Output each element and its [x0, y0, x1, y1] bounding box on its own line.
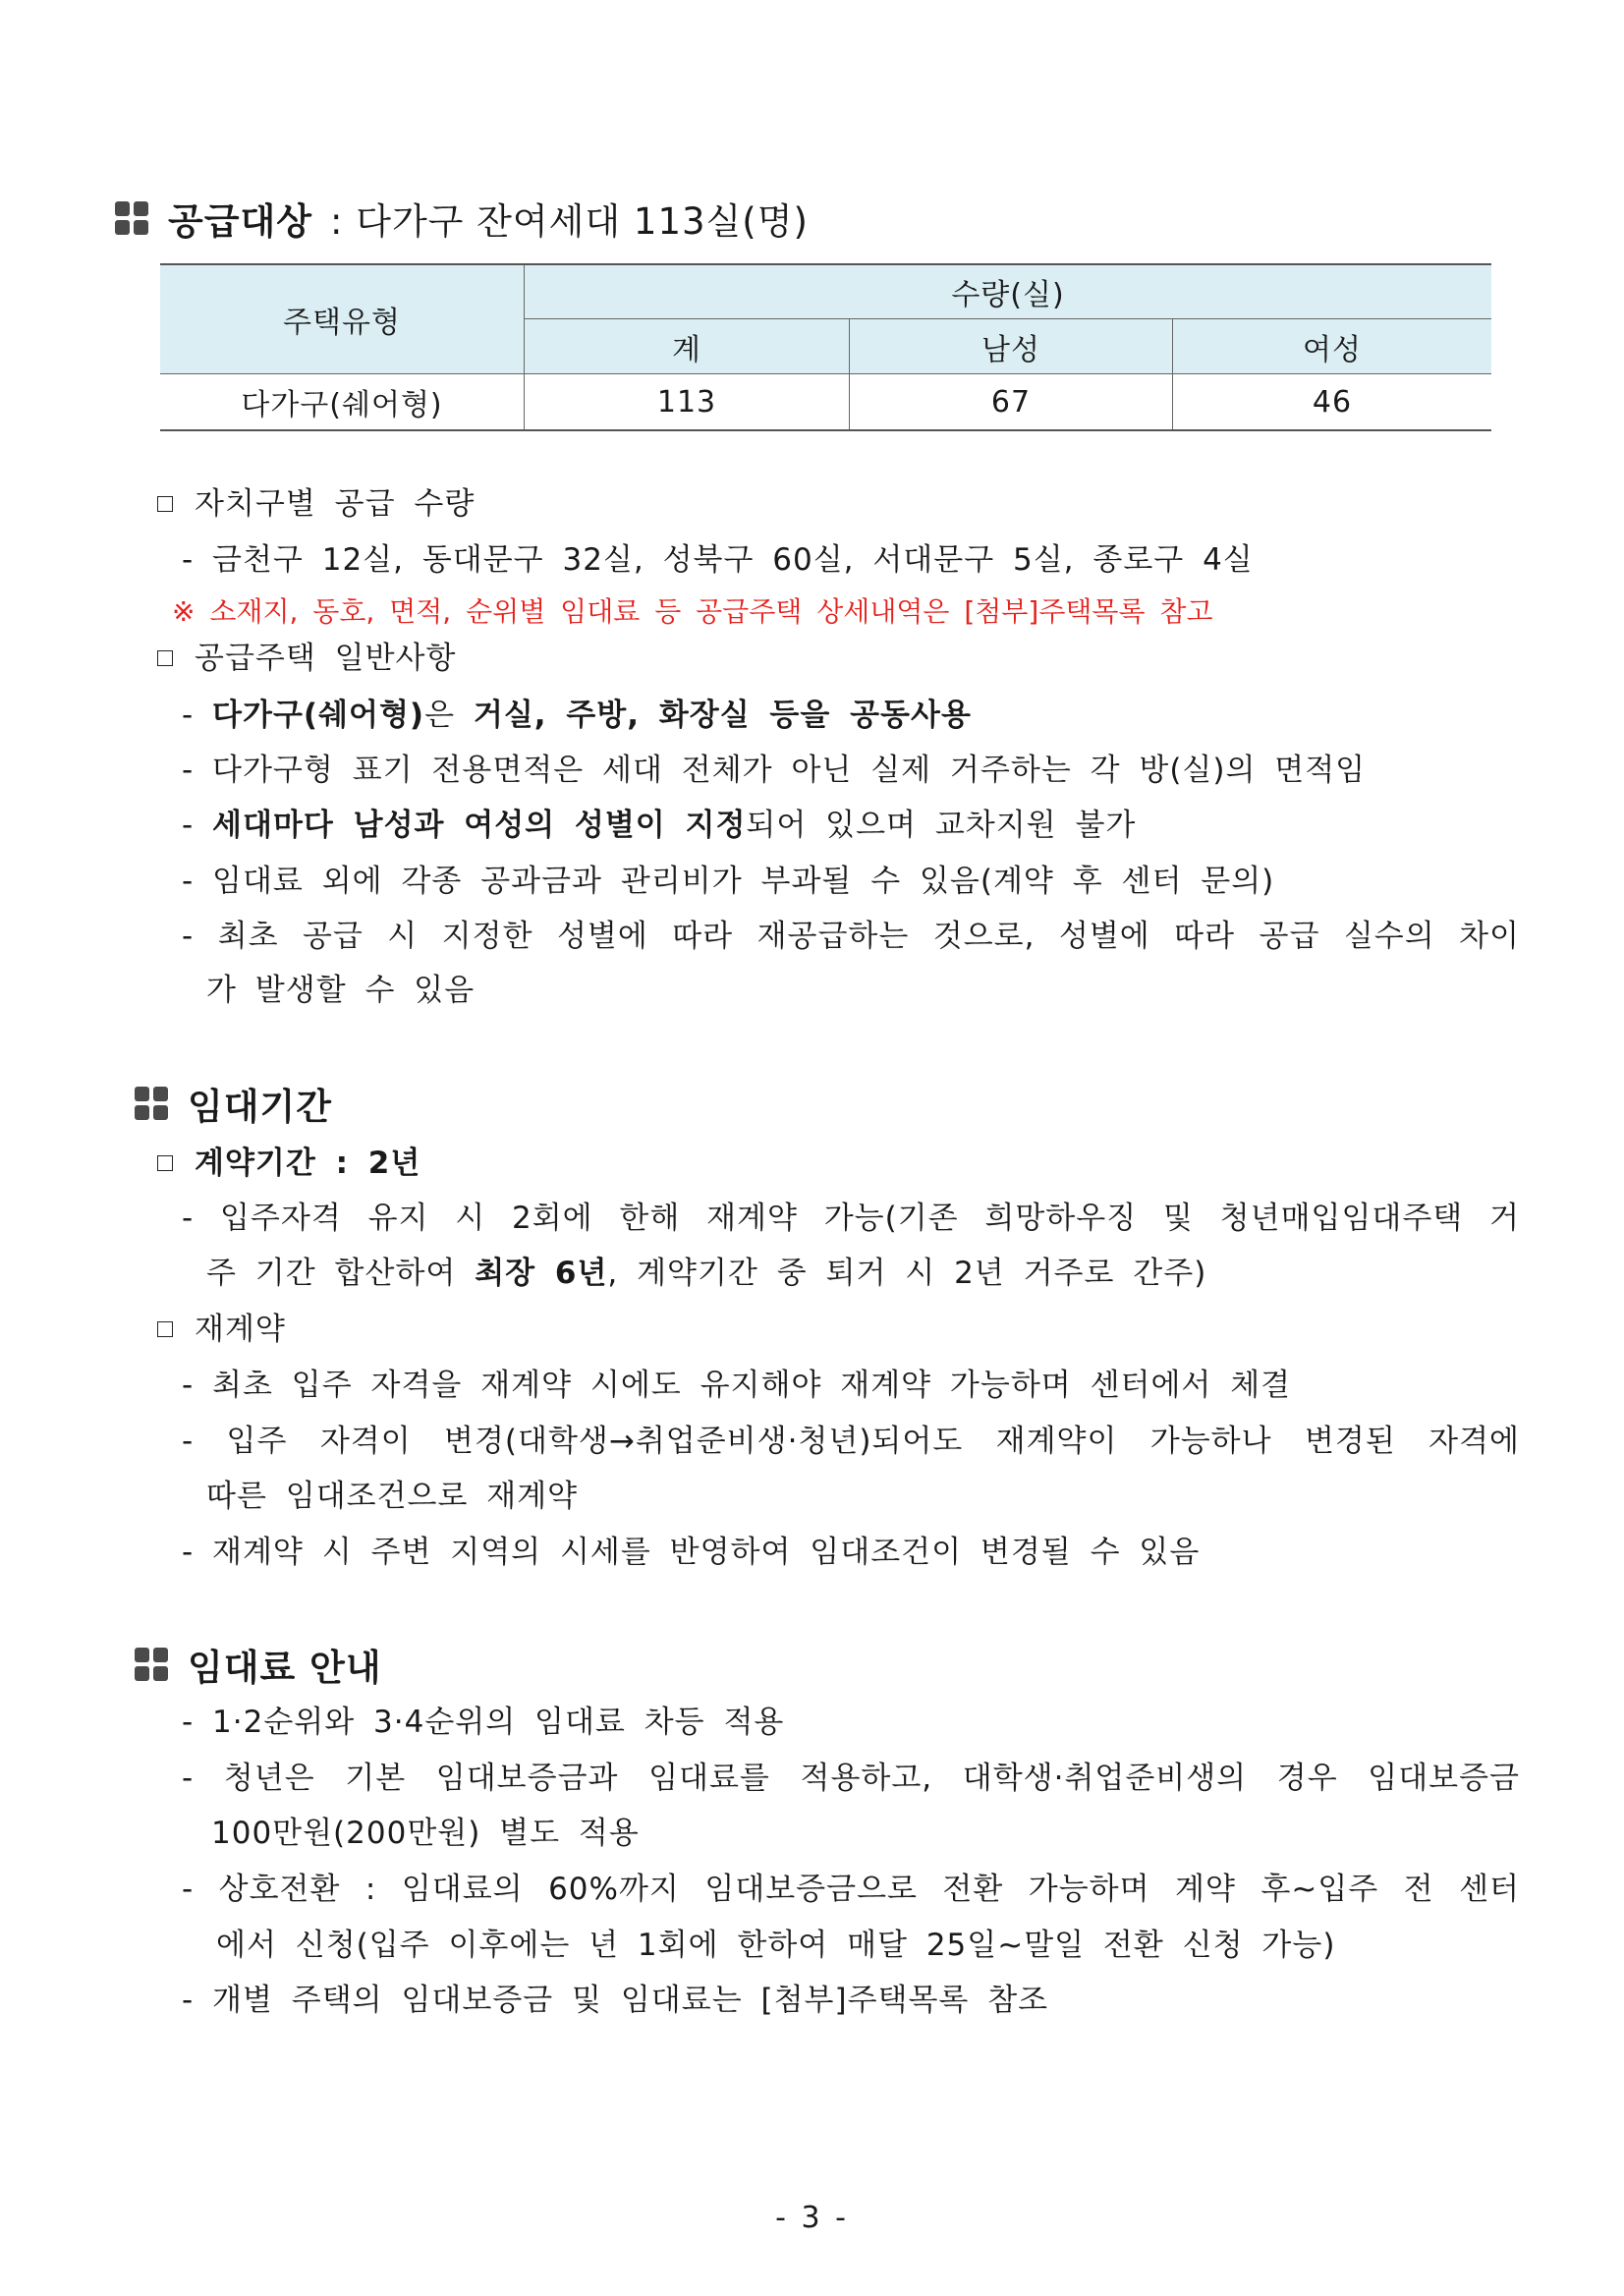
- rent-item-2-line1: - 청년은 기본 임대보증금과 임대료를 적용하고, 대학생·취업준비생의 경우 임대보증금: [182, 1761, 1520, 1796]
- section-title: 임대료 안내: [188, 1647, 382, 1689]
- cell-female: 46: [1173, 374, 1492, 431]
- page-number: - 3 -: [775, 2201, 849, 2235]
- col-header-male: 남성: [850, 319, 1173, 374]
- hollow-square-bullet-icon: [157, 650, 173, 666]
- district-heading: 자치구별 공급 수량: [157, 484, 475, 524]
- general-item-5-line1: - 최초 공급 시 지정한 성별에 따라 재공급하는 것으로, 성별에 따라 공급 실수의 차이: [182, 919, 1520, 954]
- district-line: - 금천구 12실, 동대문구 32실, 성북구 60실, 서대문구 5실, 종로구 4실: [182, 542, 1254, 578]
- general-heading: 공급주택 일반사항: [157, 639, 456, 678]
- section-rent-heading: [135, 1638, 382, 1691]
- general-item-1: - 다가구(쉐어형)은 거실, 주방, 화장실 등을 공동사용: [182, 698, 972, 733]
- rent-item-1: - 1·2순위와 3·4순위의 임대료 차등 적용: [182, 1705, 785, 1740]
- section-title: 임대기간: [188, 1086, 332, 1128]
- general-item-3: - 세대마다 남성과 여성의 성별이 지정되어 있으며 교차지원 불가: [182, 808, 1137, 843]
- rent-item-3-line2: 에서 신청(입주 이후에는 년 1회에 한하여 매달 25일~말일 전환 신청 가능): [216, 1928, 1336, 1963]
- rent-item-2-line2: 100만원(200만원) 별도 적용: [211, 1816, 640, 1851]
- general-item-5-line2: 가 발생할 수 있음: [206, 973, 476, 1008]
- table-row: [160, 374, 1491, 431]
- renewal-item-1: - 최초 입주 자격을 재계약 시에도 유지해야 재계약 가능하며 센터에서 체결: [182, 1368, 1292, 1403]
- renewal-item-2-line2: 따른 임대조건으로 재계약: [206, 1479, 579, 1514]
- contract-item-1-line2: 주 기간 합산하여 최장 6년, 계약기간 중 퇴거 시 2년 거주로 간주): [206, 1256, 1207, 1291]
- hollow-square-bullet-icon: [157, 496, 173, 512]
- hollow-square-bullet-icon: [157, 1155, 173, 1171]
- rent-item-3-line1: - 상호전환 : 임대료의 60%까지 임대보증금으로 전환 가능하며 계약 후~입주 전 센터: [182, 1872, 1520, 1907]
- col-header-total: 계: [525, 319, 850, 374]
- section-subtitle: : 다가구 잔여세대 113실(명): [329, 200, 809, 243]
- section-title: 공급대상: [168, 200, 312, 243]
- four-squares-icon: [135, 1648, 168, 1681]
- cell-type: 다가구(쉐어형): [160, 374, 525, 431]
- col-header-qty: 수량(실): [525, 264, 1492, 319]
- col-header-type: 주택유형: [160, 264, 525, 374]
- rent-item-4: - 개별 주택의 임대보증금 및 임대료는 [첨부]주택목록 참조: [182, 1983, 1049, 2018]
- supply-table: [160, 263, 1491, 431]
- renewal-item-3: - 재계약 시 주변 지역의 시세를 반영하여 임대조건이 변경될 수 있음: [182, 1535, 1201, 1570]
- col-header-female: 여성: [1173, 319, 1492, 374]
- section-supply-heading: [115, 192, 809, 245]
- cell-total: 113: [525, 374, 850, 431]
- four-squares-icon: [135, 1087, 168, 1120]
- four-squares-icon: [115, 201, 148, 235]
- general-item-2: - 다가구형 표기 전용면적은 세대 전체가 아닌 실제 거주하는 각 방(실)의 면적임: [182, 753, 1367, 788]
- attachment-note: ※ 소재지, 동호, 면적, 순위별 임대료 등 공급주택 상세내역은 [첨부]주택목록 참고: [172, 595, 1213, 628]
- hollow-square-bullet-icon: [157, 1321, 173, 1337]
- contract-heading: 계약기간 : 2년: [157, 1144, 420, 1183]
- contract-item-1-line1: - 입주자격 유지 시 2회에 한해 재계약 가능(기존 희망하우징 및 청년매입임대주택 거: [182, 1201, 1520, 1236]
- renewal-item-2-line1: - 입주 자격이 변경(대학생→취업준비생·청년)되어도 재계약이 가능하나 변경된 자격에: [182, 1424, 1520, 1459]
- section-period-heading: [135, 1077, 332, 1130]
- general-item-4: - 임대료 외에 각종 공과금과 관리비가 부과될 수 있음(계약 후 센터 문의): [182, 864, 1275, 899]
- cell-male: 67: [850, 374, 1173, 431]
- renewal-heading: 재계약: [157, 1310, 286, 1349]
